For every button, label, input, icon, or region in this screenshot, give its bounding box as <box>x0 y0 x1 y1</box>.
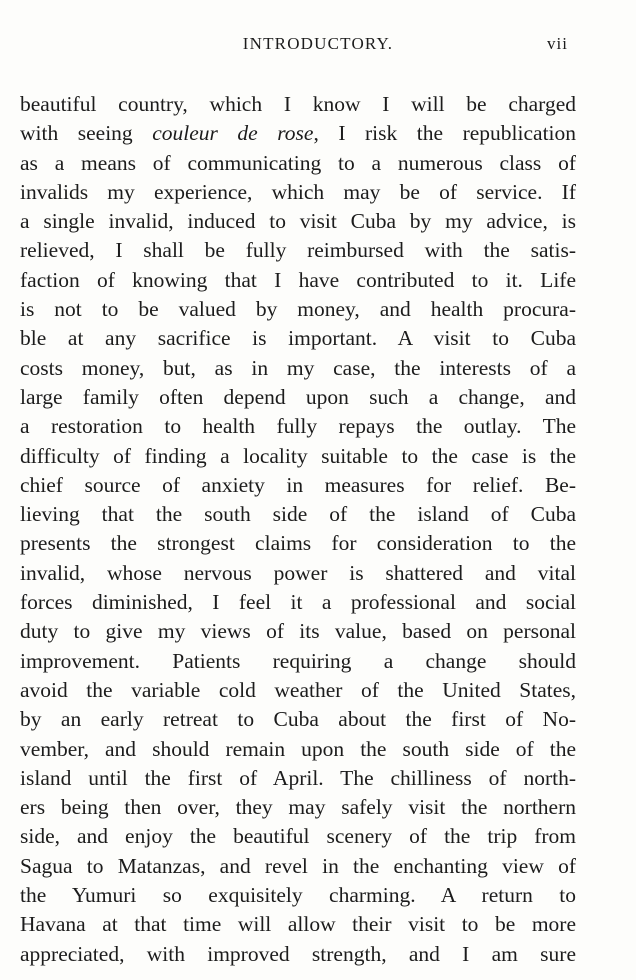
text-line: faction of knowing that I have contributed to it. Life <box>20 267 576 292</box>
text-line: presents the strongest claims for consideration to the <box>20 531 576 556</box>
text-line <box>20 119 576 148</box>
text-line: vember, and should remain upon the south side of the <box>20 736 576 761</box>
text-line: forces diminished, I feel it a professional and social <box>20 590 576 615</box>
text-line: chief source of anxiety in measures for relief. Be- <box>20 472 576 497</box>
running-head <box>0 34 636 58</box>
text-line: invalids my experience, which may be of service. If <box>20 179 576 204</box>
text-line: improvement. Patients requiring a change should <box>20 648 576 673</box>
text-line: beautiful country, which I know I will be charged <box>20 92 576 116</box>
text-line: the Yumuri so exquisitely charming. A return to <box>20 883 576 908</box>
running-title: INTRODUCTORY. <box>242 34 394 53</box>
text-line: Sagua to Matanzas, and revel in the enchanting view of <box>20 853 576 878</box>
text-line: by an early retreat to Cuba about the first of No- <box>20 707 576 732</box>
page-number: vii <box>547 34 568 53</box>
text-segment: with seeing <box>20 121 153 146</box>
text-line: side, and enjoy the beautiful scenery of the trip from <box>20 824 576 849</box>
text-line: Havana at that time will allow their visit to be more <box>20 912 576 937</box>
text-line: appreciated, with improved strength, and I am sure <box>20 941 576 966</box>
text-line: large family often depend upon such a change, and <box>20 384 576 409</box>
text-line: costs money, but, as in my case, the interests of a <box>20 355 576 380</box>
text-line: avoid the variable cold weather of the United States, <box>20 677 576 702</box>
text-line: duty to give my views of its value, based on personal <box>20 619 576 644</box>
text-line: invalid, whose nervous power is shattered and vital <box>20 560 576 585</box>
text-line: as a means of communicating to a numerous class of <box>20 150 576 175</box>
text-line: ble at any sacrifice is important. A visit to Cuba <box>20 326 576 351</box>
text-line: lieving that the south side of the island of Cuba <box>20 502 576 527</box>
text-line: island until the first of April. The chilliness of north- <box>20 765 576 790</box>
text-line: difficulty of finding a locality suitable to the case is the <box>20 443 576 468</box>
italic-phrase: couleur de rose <box>152 121 314 146</box>
text-line: is not to be valued by money, and health procura- <box>20 297 576 322</box>
text-line: ers being then over, they may safely visit the northern <box>20 795 576 820</box>
text-line: a restoration to health fully repays the outlay. The <box>20 414 576 439</box>
text-segment: , I risk the republication <box>313 121 576 146</box>
text-line: a single invalid, induced to visit Cuba by my advice, is <box>20 209 576 234</box>
body-text <box>20 90 576 969</box>
text-line: relieved, I shall be fully reimbursed with the satis- <box>20 238 576 263</box>
